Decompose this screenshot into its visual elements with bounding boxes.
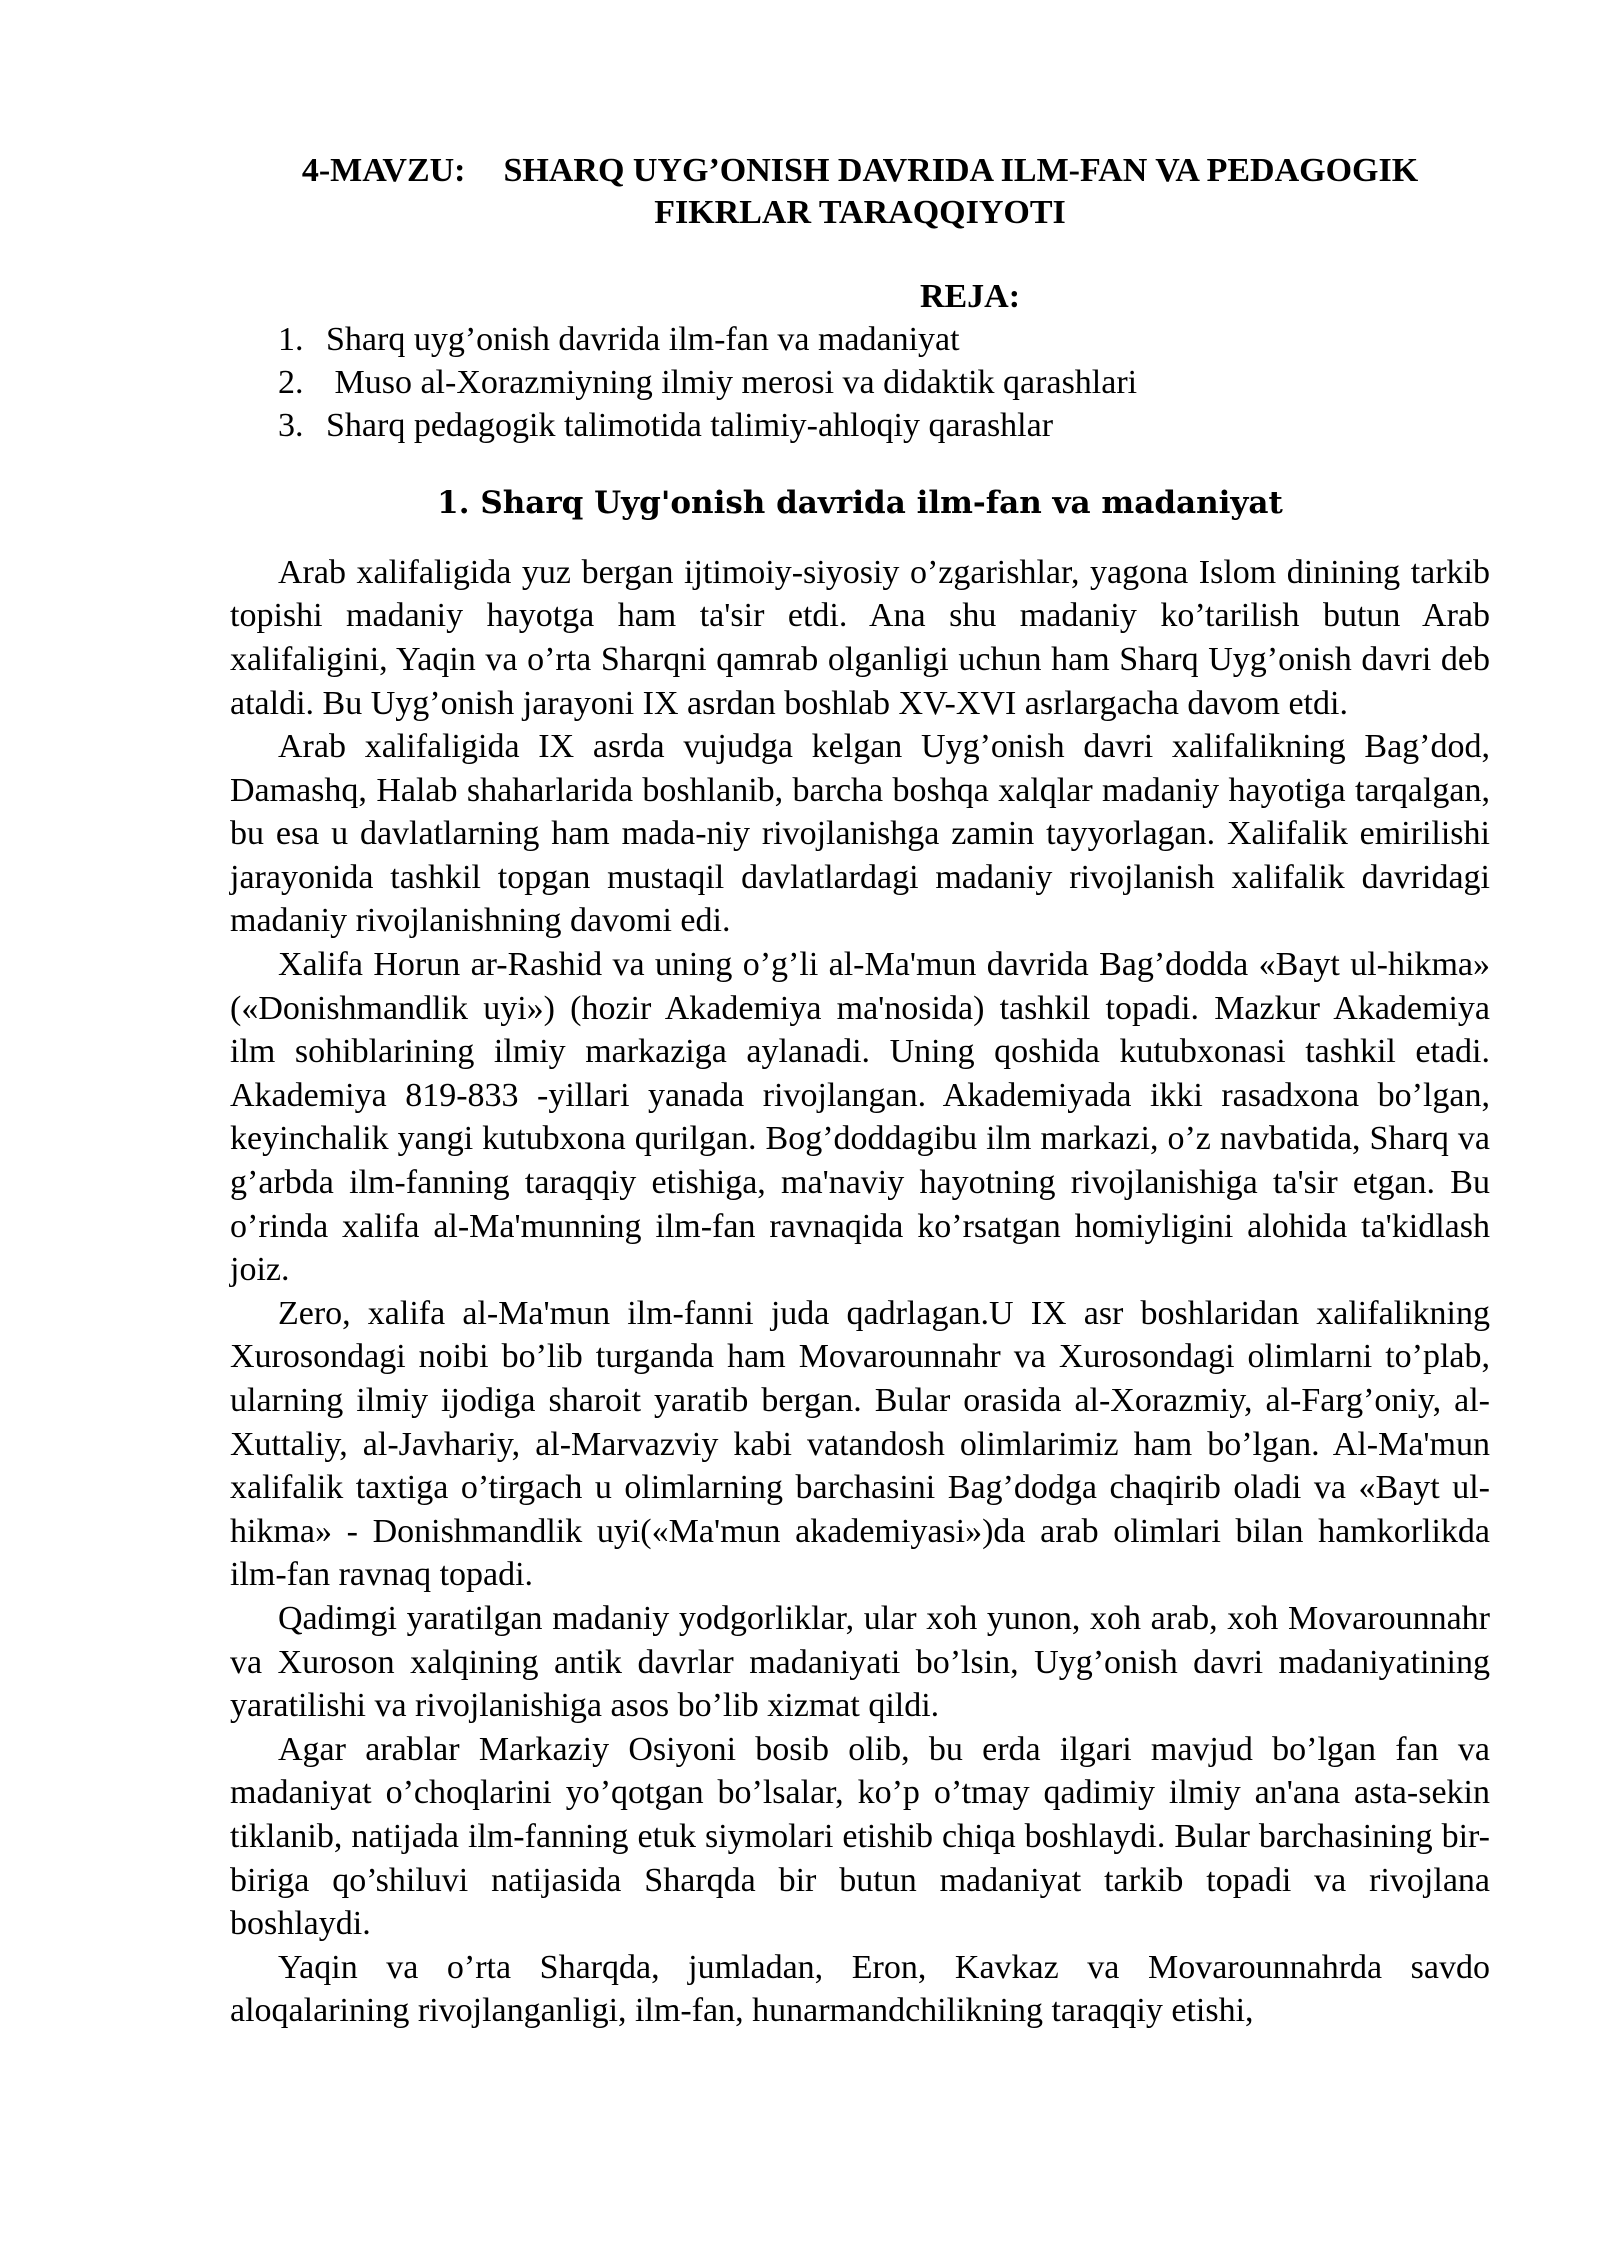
title-line-1 (230, 150, 1490, 192)
plan-item (278, 404, 1490, 447)
paragraph: Zero, xalifa al-Ma'mun ilm-fanni juda qadrlagan.U IX asr boshlaridan xalifalikning Xurosondagi noibi bo’lib turganda ham Movarounnahr va Xurosondagi olimlarni to’plab, ularning ilmiy ijodiga sharoit yaratib bergan. Bular orasida al-Xorazmiy, al-Farg’oniy, al-Xuttaliy, al-Javhariy, al-Marvazviy kabi vatandosh olimlarimiz ham bo’lgan. Al-Ma'mun xalifalik taxtiga o’tirgach u olimlarning barchasini Bag’dodga chaqirib oladi va «Bayt ul-hikma» - Donishmandlik uyi(«Ma'mun akademiyasi»)da arab olimlari bilan hamkorlikda ilm-fan ravnaq topadi. (230, 1294, 1490, 1594)
plan-item-text: Sharq uyg’onish davrida ilm-fan va madaniyat (326, 321, 960, 358)
paragraph: Arab xalifaligida IX asrda vujudga kelgan Uyg’onish davri xalifalikning Bag’dod, Damashq, Halab shaharlarida boshlanib, barcha boshqa xalqlar madaniy hayotiga tarqalgan, bu esa u davlatlarning ham mada-niy rivojlanishga zamin tayyorlagan. Xalifalik emirilishi jarayonida tashkil topgan mustaqil davlatlardagi madaniy rivojlanish xalifalik davridagi madaniy rivojlanishning davomi edi. (230, 728, 1490, 940)
paragraph: Qadimgi yaratilgan madaniy yodgorliklar, ular xoh yunon, xoh arab, xoh Movarounnahr va Xuroson xalqining antik davrlar madaniyati bo’lsin, Uyg’onish davri madaniyatining yaratilishi va rivojlanishiga asos bo’lib xizmat qildi. (230, 1599, 1490, 1725)
plan-item-text: Muso al-Xorazmiyning ilmiy merosi va didaktik qarashlari (326, 364, 1138, 401)
paragraph: Xalifa Horun ar-Rashid va uning o’g’li al-Ma'mun davrida Bag’dodda «Bayt ul-hikma» («Donishmandlik uyi») (hozir Akademiya ma'nosida) tashkil topadi. Mazkur Akademiya ilm sohiblarining ilmiy markaziga aylanadi. Uning qoshida kutubxonasi tashkil etadi. Akademiya 819-833 -yillari yanada rivojlangan. Akademiyada ikki rasadxona bo’lgan, keyinchalik yangi kutubxona qurilgan. Bog’doddagibu ilm markazi, o’z navbatida, Sharq va g’arbda ilm-fanning taraqqiy etishiga, ma'naviy hayotning rivojlanishiga ta'sir etgan. Bu o’rinda xalifa al-Ma'munning ilm-fan ravnaqida ko’rsatgan homiyligini alohida ta'kidlash joiz. (230, 946, 1490, 1289)
topic-number: 4-MAVZU: (301, 152, 466, 189)
plan-item-text: Sharq pedagogik talimotida talimiy-ahloqiy qarashlar (326, 407, 1054, 444)
plan-item (278, 318, 1490, 361)
paragraph: Arab xalifaligida yuz bergan ijtimoiy-siyosiy o’zgarishlar, yagona Islom dinining tarkib topishi madaniy hayotga ham ta'sir etdi. Ana shu madaniy ko’tarilish butun Arab xalifaligini, Yaqin va o’rta Sharqni qamrab olganligi uchun ham Sharq Uyg’onish davri deb ataldi. Bu Uyg’onish jarayoni IX asrdan boshlab XV-XVI asrlargacha davom etdi. (230, 553, 1490, 722)
plan-item (278, 361, 1490, 404)
document-page (230, 150, 1490, 2033)
plan-item-number: 1. (278, 321, 304, 358)
section-heading: 1. Sharq Uyg'onish davrida ilm-fan va madaniyat (437, 485, 1283, 521)
plan-list (230, 318, 1490, 447)
title-text-1: SHARQ UYG’ONISH DAVRIDA ILM-FAN VA PEDAGOGIK (503, 152, 1419, 189)
paragraph: Agar arablar Markaziy Osiyoni bosib olib, bu erda ilgari mavjud bo’lgan fan va madaniyat o’choqlarini yo’qotgan bo’lsalar, ko’p o’tmay qadimiy ilmiy an'ana asta-sekin tiklanib, natijada ilm-fanning etuk siymolari etishib chiqa boshlaydi. Bular barchasining bir-biriga qo’shiluvi natijasida Sharqda bir butun madaniyat tarkib topadi va rivojlana boshlaydi. (230, 1730, 1490, 1943)
plan-heading: REJA: (919, 278, 1021, 315)
plan-item-number: 2. (278, 364, 304, 401)
plan-item-number: 3. (278, 407, 304, 444)
paragraph: Yaqin va o’rta Sharqda, jumladan, Eron, Kavkaz va Movarounnahrda savdo aloqalarining rivojlanganligi, ilm-fan, hunarmandchilikning taraqqiy etishi, (230, 1948, 1490, 2030)
title-line-2: FIKRLAR TARAQQIYOTI (654, 194, 1066, 231)
document-title (230, 150, 1490, 234)
